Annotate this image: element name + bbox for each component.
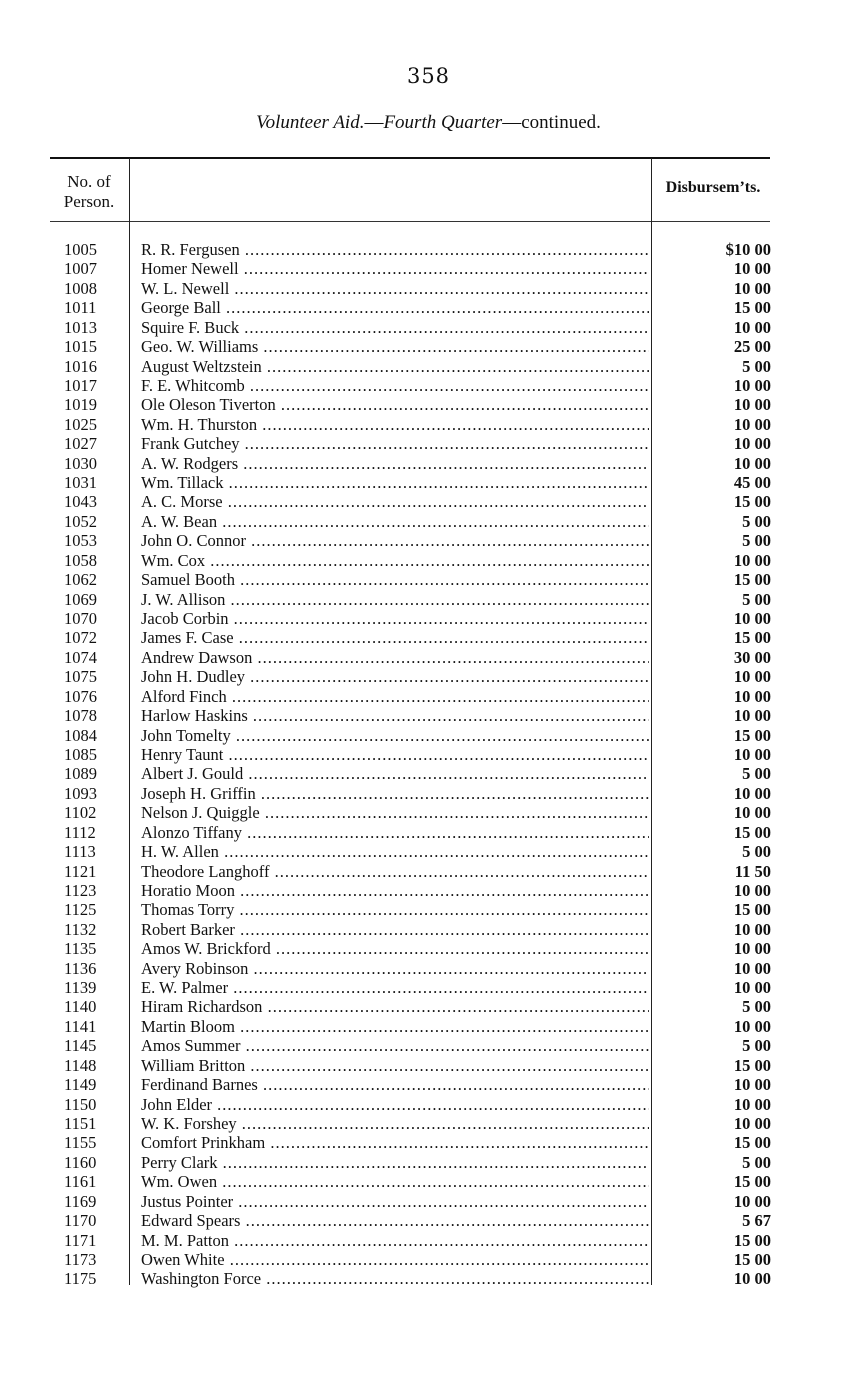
person-name: Owen White ..... <box>141 1250 649 1269</box>
disbursement-amount: 10 00 <box>733 939 771 959</box>
person-number: 1139 <box>64 978 97 998</box>
table-row <box>50 784 780 803</box>
table-row <box>50 1250 780 1269</box>
person-name: Nelson J. Quiggle ..... <box>141 803 649 822</box>
person-number: 1160 <box>64 1152 97 1172</box>
person-number: 1145 <box>64 1036 97 1056</box>
person-name: Ferdinand Barnes ..... <box>141 1075 649 1094</box>
disbursement-amount: 15 00 <box>733 900 771 920</box>
column-header-person-number <box>50 172 128 212</box>
disbursement-amount: 10 00 <box>733 803 771 823</box>
table-row <box>50 298 780 317</box>
page-title <box>0 112 857 134</box>
person-name: William Britton ..... <box>141 1056 649 1075</box>
person-name: Martin Bloom ..... <box>141 1017 649 1036</box>
table-row <box>50 570 780 589</box>
person-number: 1123 <box>64 880 97 900</box>
person-number: 1136 <box>64 958 97 978</box>
table-row <box>50 687 780 706</box>
person-name: John Elder ..... <box>141 1095 649 1114</box>
person-number: 1141 <box>64 1016 97 1036</box>
ledger-rows <box>50 240 780 1289</box>
disbursement-amount: 15 00 <box>733 298 771 318</box>
disbursement-amount: 15 00 <box>733 1230 771 1250</box>
person-number: 1015 <box>64 337 97 357</box>
person-name: Comfort Prinkham ..... <box>141 1133 649 1152</box>
person-name: John Tomelty ..... <box>141 726 649 745</box>
person-name: James F. Case ..... <box>141 628 649 647</box>
person-number: 1125 <box>64 900 97 920</box>
table-row <box>50 1211 780 1230</box>
table-row <box>50 803 780 822</box>
person-name: Squire F. Buck ..... <box>141 318 649 337</box>
table-row <box>50 1017 780 1036</box>
person-name: E. W. Palmer ..... <box>141 978 649 997</box>
disbursement-amount: 10 00 <box>733 783 771 803</box>
disbursement-amount: 10 00 <box>733 706 771 726</box>
table-row <box>50 357 780 376</box>
table-row <box>50 997 780 1016</box>
disbursement-amount: 10 00 <box>733 686 771 706</box>
person-name: Andrew Dawson ..... <box>141 648 649 667</box>
person-number: 1173 <box>64 1249 97 1269</box>
person-number: 1076 <box>64 686 97 706</box>
person-number: 1089 <box>64 764 97 784</box>
disbursement-amount: 15 00 <box>733 1249 771 1269</box>
person-number: 1169 <box>64 1191 97 1211</box>
disbursement-amount: 15 00 <box>733 725 771 745</box>
disbursement-amount: 10 00 <box>733 958 771 978</box>
person-number: 1062 <box>64 570 97 590</box>
table-top-rule <box>50 157 770 159</box>
disbursement-amount: $10 00 <box>725 240 771 259</box>
person-number: 1017 <box>64 375 97 395</box>
person-name: Justus Pointer ..... <box>141 1192 649 1211</box>
disbursement-amount: 5 00 <box>742 531 771 551</box>
person-number: 1007 <box>64 259 97 279</box>
table-row <box>50 609 780 628</box>
person-number: 1102 <box>64 803 97 823</box>
person-number: 1132 <box>64 919 97 939</box>
person-name: Henry Taunt ..... <box>141 745 649 764</box>
person-name: Robert Barker ..... <box>141 920 649 939</box>
table-row <box>50 1153 780 1172</box>
table-row <box>50 1075 780 1094</box>
person-name: Geo. W. Williams ..... <box>141 337 649 356</box>
person-number: 1072 <box>64 628 97 648</box>
person-name: Edward Spears ..... <box>141 1211 649 1230</box>
person-number: 1019 <box>64 395 97 415</box>
person-name: Amos Summer ..... <box>141 1036 649 1055</box>
person-number: 1013 <box>64 317 97 337</box>
title-dash-2: — <box>502 112 522 133</box>
person-name: Albert J. Gould ..... <box>141 764 649 783</box>
table-row <box>50 1192 780 1211</box>
disbursement-amount: 10 00 <box>733 414 771 434</box>
person-number: 1011 <box>64 298 97 318</box>
disbursement-amount: 5 67 <box>742 1211 771 1231</box>
table-row <box>50 823 780 842</box>
person-number: 1084 <box>64 725 97 745</box>
person-name: Horatio Moon ..... <box>141 881 649 900</box>
table-row <box>50 667 780 686</box>
disbursement-amount: 10 00 <box>733 919 771 939</box>
person-number: 1155 <box>64 1133 97 1153</box>
person-name: F. E. Whitcomb ..... <box>141 376 649 395</box>
person-name: John O. Connor ..... <box>141 531 649 550</box>
table-row <box>50 862 780 881</box>
table-row <box>50 337 780 356</box>
table-row <box>50 415 780 434</box>
disbursement-amount: 5 00 <box>742 842 771 862</box>
person-number: 1151 <box>64 1113 97 1133</box>
disbursement-amount: 10 00 <box>733 1113 771 1133</box>
disbursement-amount: 10 00 <box>733 667 771 687</box>
disbursement-amount: 10 00 <box>733 609 771 629</box>
person-name: John H. Dudley ..... <box>141 667 649 686</box>
person-name: Amos W. Brickford ..... <box>141 939 649 958</box>
person-name: Wm. Cox ..... <box>141 551 649 570</box>
person-name: Washington Force ..... <box>141 1269 649 1288</box>
person-name: A. W. Bean ..... <box>141 512 649 531</box>
table-row <box>50 1231 780 1250</box>
disbursement-amount: 10 00 <box>733 1269 771 1289</box>
person-number: 1113 <box>64 842 96 862</box>
person-number: 1093 <box>64 783 97 803</box>
table-row <box>50 706 780 725</box>
disbursement-amount: 10 00 <box>733 375 771 395</box>
table-row <box>50 1269 780 1288</box>
disbursement-amount: 10 00 <box>733 317 771 337</box>
disbursement-amount: 15 00 <box>733 1055 771 1075</box>
person-name: Alford Finch ..... <box>141 687 649 706</box>
person-name: Thomas Torry ..... <box>141 900 649 919</box>
disbursement-amount: 5 00 <box>742 764 771 784</box>
table-row <box>50 473 780 492</box>
person-number: 1074 <box>64 647 97 667</box>
table-row <box>50 920 780 939</box>
table-row <box>50 978 780 997</box>
person-name: J. W. Allison ..... <box>141 590 649 609</box>
person-number: 1043 <box>64 492 97 512</box>
person-name: Wm. H. Thurston ..... <box>141 415 649 434</box>
person-name: Homer Newell ..... <box>141 259 649 278</box>
person-number: 1121 <box>64 861 97 881</box>
disbursement-amount: 25 00 <box>733 337 771 357</box>
table-row <box>50 454 780 473</box>
person-number: 1175 <box>64 1269 97 1289</box>
person-number: 1135 <box>64 939 97 959</box>
table-header-rule <box>50 221 770 222</box>
person-number: 1149 <box>64 1075 97 1095</box>
person-number: 1069 <box>64 589 97 609</box>
disbursement-amount: 15 00 <box>733 1133 771 1153</box>
table-row <box>50 1114 780 1133</box>
person-name: W. K. Forshey ..... <box>141 1114 649 1133</box>
person-number: 1150 <box>64 1094 97 1114</box>
person-name: Hiram Richardson ..... <box>141 997 649 1016</box>
person-name: Frank Gutchey ..... <box>141 434 649 453</box>
disbursement-amount: 5 00 <box>742 1152 771 1172</box>
person-number: 1016 <box>64 356 97 376</box>
table-row <box>50 648 780 667</box>
person-name: R. R. Fergusen ..... <box>141 240 649 259</box>
person-number: 1052 <box>64 511 97 531</box>
person-name: Wm. Owen ..... <box>141 1172 649 1191</box>
table-row <box>50 531 780 550</box>
person-number: 1030 <box>64 453 97 473</box>
disbursement-amount: 45 00 <box>733 473 771 493</box>
page-number: 358 <box>406 64 451 88</box>
person-number: 1171 <box>64 1230 97 1250</box>
person-number: 1140 <box>64 997 97 1017</box>
disbursement-amount: 10 00 <box>733 453 771 473</box>
table-row <box>50 900 780 919</box>
table-row <box>50 512 780 531</box>
disbursement-amount: 5 00 <box>742 589 771 609</box>
disbursement-amount: 5 00 <box>742 356 771 376</box>
person-name: A. W. Rodgers ..... <box>141 454 649 473</box>
table-row <box>50 1095 780 1114</box>
person-number: 1112 <box>64 822 96 842</box>
disbursement-amount: 10 00 <box>733 550 771 570</box>
table-row <box>50 259 780 278</box>
disbursement-amount: 10 00 <box>733 744 771 764</box>
person-number: 1008 <box>64 278 97 298</box>
table-row <box>50 745 780 764</box>
person-name: A. C. Morse ..... <box>141 492 649 511</box>
person-number: 1078 <box>64 706 97 726</box>
disbursement-amount: 10 00 <box>733 978 771 998</box>
disbursement-amount: 11 50 <box>734 861 771 881</box>
table-row <box>50 1056 780 1075</box>
person-number: 1148 <box>64 1055 97 1075</box>
person-number: 1053 <box>64 531 97 551</box>
person-number: 1031 <box>64 473 97 493</box>
person-name: George Ball ..... <box>141 298 649 317</box>
person-name: Theodore Langhoff ..... <box>141 862 649 881</box>
column-header-disbursements: Disbursem’ts. <box>665 179 761 196</box>
person-name: H. W. Allen ..... <box>141 842 649 861</box>
disbursement-amount: 10 00 <box>733 434 771 454</box>
person-name: Avery Robinson ..... <box>141 959 649 978</box>
person-number: 1027 <box>64 434 97 454</box>
person-name: Ole Oleson Tiverton ..... <box>141 395 649 414</box>
table-row <box>50 1036 780 1055</box>
title-part-volunteer-aid: Volunteer Aid. <box>256 112 365 133</box>
title-part-continued: continued. <box>521 112 601 133</box>
disbursement-amount: 10 00 <box>733 395 771 415</box>
title-dash-1: — <box>364 112 384 133</box>
person-name: W. L. Newell ..... <box>141 279 649 298</box>
disbursement-amount: 10 00 <box>733 880 771 900</box>
table-row <box>50 939 780 958</box>
disbursement-amount: 10 00 <box>733 1094 771 1114</box>
disbursement-amount: 5 00 <box>742 997 771 1017</box>
person-name: Alonzo Tiffany ..... <box>141 823 649 842</box>
disbursement-amount: 10 00 <box>733 1075 771 1095</box>
disbursement-amount: 10 00 <box>733 259 771 279</box>
person-number: 1161 <box>64 1172 97 1192</box>
person-name: Wm. Tillack ..... <box>141 473 649 492</box>
column-header-person-line1: No. of <box>67 172 111 191</box>
person-number: 1005 <box>64 240 97 259</box>
disbursement-amount: 15 00 <box>733 570 771 590</box>
column-header-person-line2: Person. <box>63 192 115 211</box>
disbursement-amount: 10 00 <box>733 278 771 298</box>
table-row <box>50 551 780 570</box>
disbursement-amount: 30 00 <box>733 647 771 667</box>
table-row <box>50 240 780 259</box>
disbursement-amount: 10 00 <box>733 1016 771 1036</box>
person-number: 1025 <box>64 414 97 434</box>
person-number: 1085 <box>64 744 97 764</box>
disbursement-amount: 15 00 <box>733 822 771 842</box>
table-row <box>50 842 780 861</box>
table-row <box>50 395 780 414</box>
person-name: Samuel Booth ..... <box>141 570 649 589</box>
table-row <box>50 628 780 647</box>
table-row <box>50 1172 780 1191</box>
table-row <box>50 764 780 783</box>
person-number: 1170 <box>64 1211 97 1231</box>
table-row <box>50 959 780 978</box>
table-row <box>50 376 780 395</box>
person-name: August Weltzstein ..... <box>141 357 649 376</box>
disbursement-amount: 15 00 <box>733 1172 771 1192</box>
disbursement-amount: 10 00 <box>733 1191 771 1211</box>
table-row <box>50 279 780 298</box>
disbursement-amount: 5 00 <box>742 1036 771 1056</box>
title-part-fourth-quarter: Fourth Quarter <box>383 112 503 133</box>
person-name: Perry Clark ..... <box>141 1153 649 1172</box>
table-row <box>50 590 780 609</box>
person-name: M. M. Patton ..... <box>141 1231 649 1250</box>
table-row <box>50 318 780 337</box>
person-number: 1058 <box>64 550 97 570</box>
table-row <box>50 492 780 511</box>
table-row <box>50 1133 780 1152</box>
disbursement-amount: 5 00 <box>742 511 771 531</box>
table-row <box>50 726 780 745</box>
person-number: 1070 <box>64 609 97 629</box>
disbursement-amount: 15 00 <box>733 628 771 648</box>
person-name: Joseph H. Griffin ..... <box>141 784 649 803</box>
person-number: 1075 <box>64 667 97 687</box>
person-name: Harlow Haskins ..... <box>141 706 649 725</box>
table-row <box>50 881 780 900</box>
table-row <box>50 434 780 453</box>
disbursement-amount: 15 00 <box>733 492 771 512</box>
person-name: Jacob Corbin ..... <box>141 609 649 628</box>
